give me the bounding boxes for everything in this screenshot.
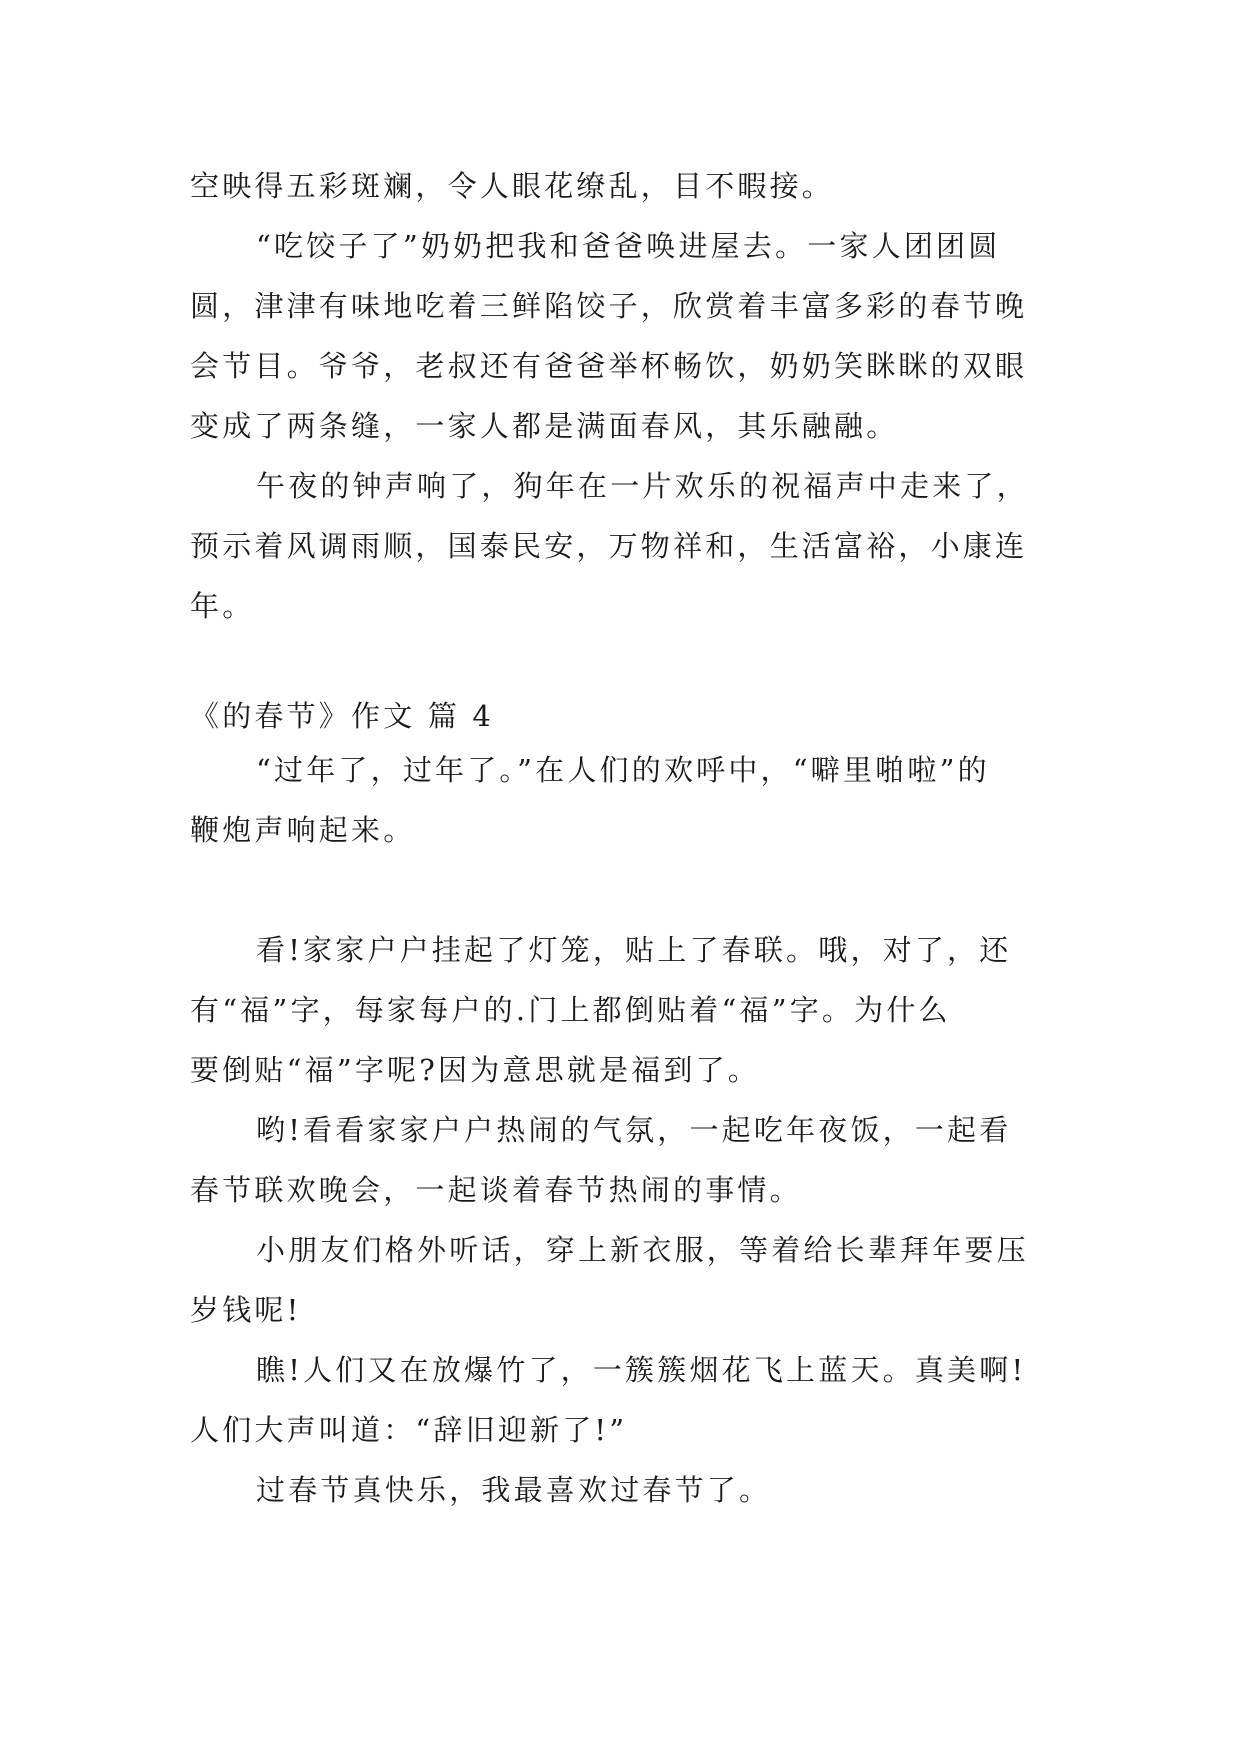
section-heading: 《的春节》作文 篇 4 <box>190 699 495 733</box>
paragraph-line: “吃饺子了”奶奶把我和爸爸唤进屋去。一家人团团圆 <box>256 229 1001 263</box>
paragraph-line: 午夜的钟声响了，狗年在一片欢乐的祝福声中走来了， <box>256 469 1029 503</box>
paragraph-line: 圆，津津有味地吃着三鲜陷饺子，欣赏着丰富多彩的春节晚 <box>190 289 1028 323</box>
paragraph-line: 年。 <box>190 589 255 623</box>
paragraph-line: 看!家家户户挂起了灯笼，贴上了春联。哦，对了，还 <box>256 933 1012 967</box>
paragraph-line: 鞭炮声响起来。 <box>190 813 416 847</box>
paragraph-line: 有“福”字，每家每户的.门上都倒贴着“福”字。为什么 <box>190 993 951 1027</box>
paragraph-line: 瞧!人们又在放爆竹了，一簇簇烟花飞上蓝天。真美啊! <box>256 1353 1027 1387</box>
paragraph-line: 预示着风调雨顺，国泰民安，万物祥和，生活富裕，小康连 <box>190 529 1028 563</box>
paragraph-line: 要倒贴“福”字呢?因为意思就是福到了。 <box>190 1053 760 1087</box>
paragraph-line: 空映得五彩斑斓，令人眼花缭乱，目不暇接。 <box>190 169 835 203</box>
paragraph-line: 会节目。爷爷，老叔还有爸爸举杯畅饮，奶奶笑眯眯的双眼 <box>190 349 1028 383</box>
paragraph-line: 春节联欢晚会，一起谈着春节热闹的事情。 <box>190 1173 802 1207</box>
paragraph-line: 人们大声叫道：“辞旧迎新了!” <box>190 1413 628 1447</box>
paragraph-line: 岁钱呢! <box>190 1293 302 1327</box>
paragraph-line: 变成了两条缝，一家人都是满面春风，其乐融融。 <box>190 409 899 443</box>
paragraph-line: 小朋友们格外听话，穿上新衣服，等着给长辈拜年要压 <box>256 1233 1029 1267</box>
paragraph-line: 哟!看看家家户户热闹的气氛，一起吃年夜饭，一起看 <box>256 1113 1012 1147</box>
paragraph-line: “过年了，过年了。”在人们的欢呼中，“噼里啪啦”的 <box>256 753 990 787</box>
paragraph-line: 过春节真快乐，我最喜欢过春节了。 <box>256 1473 772 1507</box>
